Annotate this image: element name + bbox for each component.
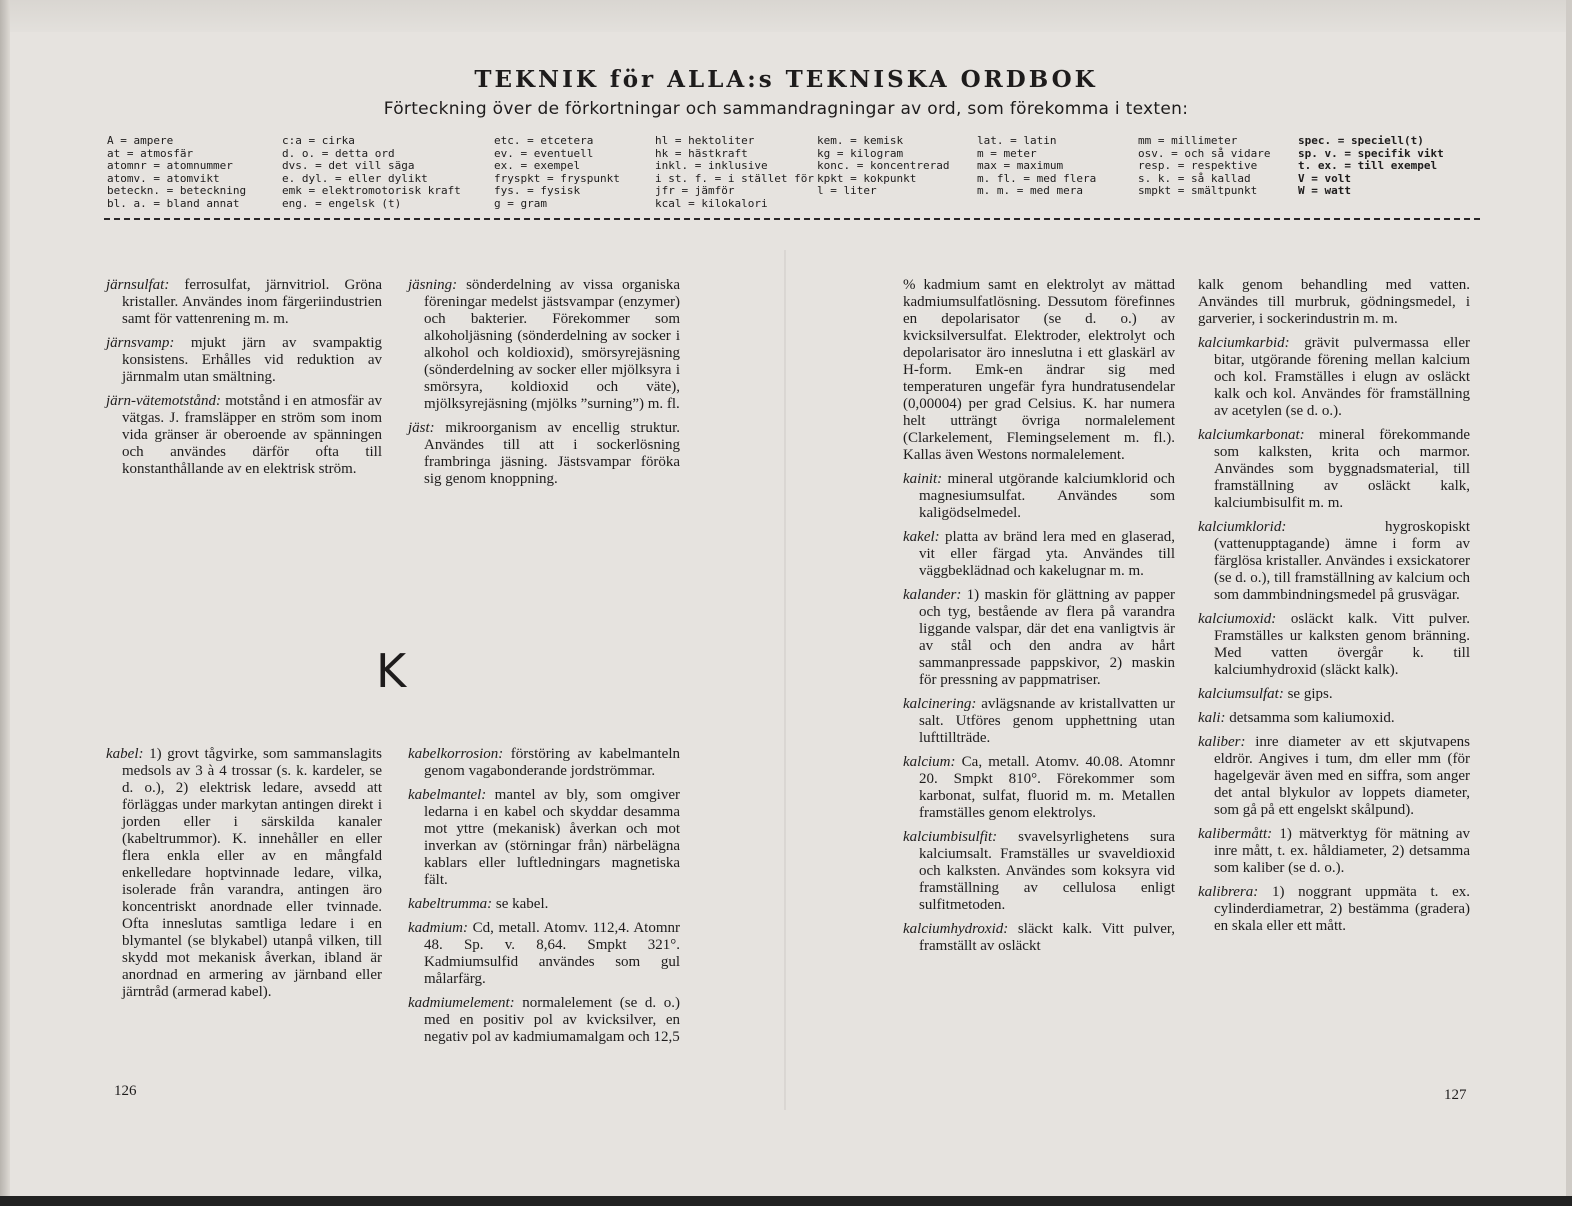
dictionary-entry [903,587,1175,689]
section-letter: K [376,644,407,698]
entry-definition: Ca, metall. Atomv. 40.08. Atomnr 20. Smpkt 810°. Förekommer som karbonat, sulfat, fluorid m. m. Metallen framställes genom elektrolys. [919,754,1175,821]
entry-term: kalciumklorid: [1198,519,1287,535]
entry-definition: osläckt kalk. Vitt pulver. Framställes ur kalksten genom bränning. Med vatten övergår k. till kalciumhydroxid (släckt kalk). [1214,611,1470,678]
entry-term: järn-vätemotstånd: [106,393,221,409]
entry-term: kalcium: [903,754,956,770]
dictionary-entry [1198,427,1470,512]
abbreviation-column [494,135,620,211]
dictionary-entry [408,746,680,780]
page-top-edge [0,0,1572,32]
dictionary-entry [1198,710,1470,727]
abbreviation: at = atmosfär [107,146,194,160]
dictionary-entry [1198,826,1470,877]
entry-term: kabelmantel: [408,787,487,803]
abbreviation: g = gram [494,196,547,210]
dictionary-entry [106,277,382,328]
dictionary-entry [1198,277,1470,328]
abbreviation: dvs. = det vill säga [282,159,415,173]
entry-term: kabeltrumma: [408,896,493,912]
entry-definition: se gips. [1283,686,1333,702]
dictionary-entry [1198,686,1470,703]
entry-definition: se kabel. [492,896,549,912]
entry-term: kalciumhydroxid: [903,921,1009,937]
abbreviation: mm = millimeter [1138,134,1238,147]
entry-definition: Cd, metall. Atomv. 112,4. Atomnr 48. Sp. v. 8,64. Smpkt 321°. Kadmiumsulfid användes som gul målarfärg. [424,920,680,987]
entry-term: kalciumsulfat: [1198,686,1284,702]
page-title: TEKNIK för ALLA:s TEKNISKA ORDBOK [474,66,1098,93]
column-left-bottom-2 [408,746,680,1053]
abbreviation: hk = hästkraft [655,146,748,160]
column-left-top-2 [408,277,680,495]
abbreviation: m. fl. = med flera [977,171,1097,185]
dictionary-entry [106,335,382,386]
abbreviation: hl = hektoliter [655,134,755,147]
column-right-1 [903,277,1175,962]
entry-term: kadmiumelement: [408,995,515,1011]
entry-definition: 1) grovt tågvirke, som sammanslagits medsols av 3 à 4 trossar (s. k. kardeler, se d. o.), 2) elektrisk ledare, avsedd att förläggas under markytan antingen direkt i jorden eller i särskilda kanaler (kabeltrummor). K. innehåller en eller flera enkla eller av en mångfald enkelledare hoptvinnade ledare, vilka, isolerade från varandra, antingen äro koncentriskt anordnade eller tvinnade. Ofta inneslutas samtliga ledare i en blymantel (se blykabel) utanpå vilken, till skydd mot mekanisk åverkan, ibland är anordnad en armering av järnband eller järntråd (armerad kabel). [122,746,382,1000]
abbreviation: konc. = koncentrerad [817,159,950,173]
entry-definition: 1) mätverktyg för mätning av inre mått, t. ex. håldiameter, 2) detsamma som kaliber (se d. o.). [1214,826,1470,876]
entry-definition: normalelement (se d. o.) med en positiv pol av kvicksilver, en negativ pol av kadmiumamalgam och 12,5 [424,995,680,1045]
entry-term: kabelkorrosion: [408,746,504,762]
abbreviation: m. m. = med mera [977,184,1083,198]
abbreviation: s. k. = så kallad [1138,171,1251,185]
abbreviation: osv. = och så vidare [1138,146,1271,160]
dictionary-entry [903,277,1175,464]
abbreviation: lat. = latin [977,134,1057,147]
entry-term: kalciumbisulfit: [903,829,998,845]
entry-definition: mantel av bly, som omgiver ledarna i en kabel och skyddar desamma mot yttre (mekanisk) åverkan och mot inverkan av (störningar från) närbelägna kablars eller luftledningars magnetiska fält. [424,787,680,888]
dictionary-entry [903,696,1175,747]
abbreviation: fryspkt = fryspunkt [494,171,620,185]
entry-definition: mineral utgörande kalciumklorid och magnesiumsulfat. Användes som kaligödselmedel. [919,471,1175,521]
abbreviation: eng. = engelsk (t) [282,196,402,210]
abbreviation: etc. = etcetera [494,134,594,147]
abbreviation: t. ex. = till exempel [1298,159,1438,173]
abbreviation: kcal = kilokalori [655,196,768,210]
dictionary-entry [903,754,1175,822]
entry-definition: ferrosulfat, järnvitriol. Gröna kristaller. Användes inom färgeriindustrien samt för vattenrening m. m. [122,277,382,327]
entry-term: kalibermått: [1198,826,1273,842]
abbreviation: beteckn. = beteckning [107,184,247,198]
entry-term: kainit: [903,471,943,487]
entry-term: kali: [1198,710,1226,726]
abbreviation: m = meter [977,146,1037,160]
abbreviation-column [1138,135,1270,198]
abbreviation: smpkt = smältpunkt [1138,184,1258,198]
entry-term: järnsulfat: [106,277,170,293]
entry-definition: avlägsnande av kristallvatten ur salt. Utföres genom upphettning utan lufttillträde. [919,696,1175,746]
entry-definition: motstånd i en atmosfär av vätgas. J. framsläpper en ström som inom vida gränser är oberoende av spänningen och användes därför ofta till konstanthållande av en elektrisk ström. [122,393,382,477]
entry-definition: sönderdelning av vissa organiska föreningar medelst jästsvampar (enzymer) och bakterier. Förekommer som alkoholjäsning (sönderdelning av socker i alkohol och koldioxid), smörsyrejäsning (sönderdelning av socker eller mjölksyra i smörsyra, koldioxid och väte), mjölksyrejäsning (mjölks ”surning”) m. fl. [424,277,680,412]
page-number-left: 126 [114,1083,137,1099]
entry-definition: mjukt järn av svampaktig konsistens. Erhålles vid reduktion av järnmalm utan smältning. [122,335,382,385]
entry-term: jäsning: [408,277,458,293]
abbreviation-column [655,135,814,211]
abbreviation: l = liter [817,184,877,198]
abbreviation-column [977,135,1096,198]
entry-definition: % kadmium samt en elektrolyt av mättad kadmiumsulfatlösning. Dessutom förefinnes en depolarisator (se d. o.) av kvicksilversulfat. Elektroder, elektrolyt och depolarisator äro inneslutna i ett glaskärl av H-form. Emk-en ändrar sig med temperaturen ungefär fyra hundratusendelar (0,00004) per grad Celsius. K. har numera helt utträngt övriga normalelement (Clarkelement, Flemingselement m. fl.). Kallas även Westons normalelement. [903,277,1175,463]
entry-definition: 1) maskin för glättning av papper och tyg, bestående av flera på varandra liggande valspar, där det ena vanligtvis är av stål och den andra av hårt sammanpressade pappskivor, 2) maskin för pressning av pappmatriser. [919,587,1175,688]
dictionary-entry [408,995,680,1046]
abbreviation-column [107,135,246,211]
abbreviation: bl. a. = bland annat [107,196,240,210]
entry-definition: platta av bränd lera med en glaserad, vit eller färgad yta. Användes till väggbeklädnad och kakelugnar m. m. [919,529,1175,579]
entry-definition: mineral förekommande som kalksten, krita och marmor. Användes som byggnadsmaterial, till framställning av osläckt kalk, kalciumbisulfit m. m. [1214,427,1470,511]
entry-term: kadmium: [408,920,468,936]
book-spine [784,250,786,1110]
dictionary-entry [1198,335,1470,420]
abbreviation-column [817,135,949,198]
abbreviation: e. dyl. = eller dylikt [282,171,428,185]
entry-term: jäst: [408,420,435,436]
abbreviation: W = watt [1298,184,1351,198]
dictionary-entry [408,420,680,488]
column-left-top-1 [106,277,382,485]
abbreviation: sp. v. = specifik vikt [1298,146,1444,160]
dictionary-entry [1198,611,1470,679]
abbreviation: A = ampere [107,134,174,147]
abbreviation-list-intro: Förteckning över de förkortningar och sammandragningar av ord, som förekomma i texten: [383,99,1189,119]
dictionary-entry [106,746,382,1001]
abbreviation: ex. = exempel [494,159,581,173]
column-right-2 [1198,277,1470,942]
abbreviation: spec. = speciell(t) [1298,134,1424,147]
abbreviation: kem. = kemisk [817,134,904,147]
dictionary-entry [408,920,680,988]
entry-term: kaliber: [1198,734,1246,750]
page-left-edge [0,0,10,1206]
abbreviation: fys. = fysisk [494,184,581,198]
abbreviation: kpkt = kokpunkt [817,171,917,185]
abbreviation: atomnr = atomnummer [107,159,233,173]
entry-term: kabel: [106,746,144,762]
page-right-edge [1566,0,1572,1206]
dictionary-entry [1198,519,1470,604]
abbreviation-column [1298,135,1444,198]
abbreviation-column [282,135,461,211]
abbreviation: max = maximum [977,159,1064,173]
entry-term: kakel: [903,529,940,545]
entry-term: kalciumkarbonat: [1198,427,1305,443]
entry-term: kalciumoxid: [1198,611,1277,627]
entry-term: kalander: [903,587,962,603]
entry-definition: detsamma som kaliumoxid. [1225,710,1395,726]
entry-term: kalciumkarbid: [1198,335,1290,351]
entry-term: kalibrera: [1198,884,1259,900]
entry-definition: hygroskopiskt (vattenupptagande) ämne i form av färglösa kristaller. Användes i exsickatorer (se d. o.), till framställning av kalcium och som dammbindningsmedel på grusvägar. [1214,519,1470,603]
column-left-bottom-1 [106,746,382,1008]
entry-definition: svavelsyrlighetens sura kalciumsalt. Framställes ur svaveldioxid och kalksten. Användes som koksyra vid framställning av cellulosa enligt sulfitmetoden. [919,829,1175,913]
entry-definition: kalk genom behandling med vatten. Användes till murbruk, gödningsmedel, i garverier, i sockerindustrin m. m. [1198,277,1470,327]
dictionary-entry [408,277,680,413]
abbreviation: V = volt [1298,171,1351,185]
entry-definition: förstöring av kabelmanteln genom vagabonderande jordströmmar. [424,746,680,779]
abbreviation: c:a = cirka [282,134,355,147]
entry-term: järnsvamp: [106,335,175,351]
entry-definition: 1) noggrant uppmäta t. ex. cylinderdiametrar, 2) bestämma (gradera) en skala eller ett mått. [1214,884,1470,934]
page-bottom-edge [0,1196,1572,1206]
abbreviation: atomv. = atomvikt [107,171,220,185]
entry-definition: grävit pulvermassa eller bitar, utgörande förening mellan kalcium och kol. Framställes i elugn av osläckt kalk och kol. Användes för framställning av acetylen (se d. o.). [1214,335,1470,419]
abbreviation: inkl. = inklusive [655,159,768,173]
abbreviation: i st. f. = i stället för [655,171,814,185]
dictionary-entry [106,393,382,478]
abbreviation: jfr = jämför [655,184,735,198]
page-number-right: 127 [1444,1087,1467,1103]
entry-definition: släckt kalk. Vitt pulver, framställt av osläckt [919,921,1175,954]
abbreviation: ev. = eventuell [494,146,594,160]
entry-definition: mikroorganism av encellig struktur. Användes till att i sockerlösning frambringa jäsning. Jästsvampar föröka sig genom knoppning. [424,420,680,487]
abbreviation: resp. = respektive [1138,159,1258,173]
dictionary-entry [903,829,1175,914]
dashed-divider [104,218,1480,220]
entry-definition: inre diameter av ett skjutvapens eldrör. Angives i tum, dm eller mm (för hagelgevär även med en siffra, som anger det antal blykulor av loppets diameter, som gå på ett engelskt skålpund). [1214,734,1470,818]
dictionary-entry [903,529,1175,580]
abbreviation: d. o. = detta ord [282,146,395,160]
dictionary-entry [408,896,680,913]
abbreviation: kg = kilogram [817,146,904,160]
dictionary-entry [1198,884,1470,935]
dictionary-entry [408,787,680,889]
dictionary-entry [903,921,1175,955]
dictionary-entry [1198,734,1470,819]
abbreviation: emk = elektromotorisk kraft [282,184,461,198]
entry-term: kalcinering: [903,696,977,712]
dictionary-entry [903,471,1175,522]
